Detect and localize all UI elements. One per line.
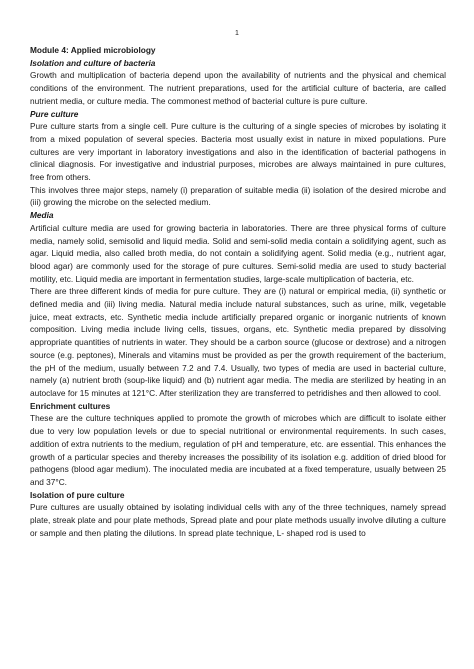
section-heading-media: Media <box>30 210 54 221</box>
section-heading-enrichment: Enrichment cultures <box>30 400 111 411</box>
paragraph: Growth and multiplication of bacteria depend upon the availability of nutrients and the physical and chemical conditions of the environment. The nutrient preparations, used for the artificial culture of bacteria, are called nutrient media, or culture media. The commonest method of bacterial culture is pure culture. <box>30 70 446 106</box>
paragraph: Pure culture starts from a single cell. Pure culture is the culturing of a single species of microbes by isolating it from a mixed population of several species. Bacteria most usually exist in nature in mixed populations. Pure cultures are very important in laboratory investigations and also in the identification of bacterial pathogens in clinical diagnosis. For investigative and industrial purposes, microbes are always maintained in pure cultures, free from others. <box>30 121 446 183</box>
paragraph: Artificial culture media are used for growing bacteria in laboratories. There are three physical forms of culture media, namely solid, semisolid and liquid media. Solid and semi-solid media contain a solidifying agent, such as agar. Liquid media, also called broth media, do not contain a solidifying agent. Solid media (e.g., nutrient agar, blood agar) are commonly used for the storage of pure cultures. Semi-solid media are used to study bacterial motility, etc. Liquid media are important in fermentation studies, large-scale multiplication of bacteria, etc. <box>30 222 446 284</box>
paragraph: There are three different kinds of media for pure culture. They are (i) natural or empirical media, (ii) synthetic or defined media and (iii) living media. Natural media include natural substances, such as urine, milk, vegetable juice, meat extracts, etc. Synthetic media include artificially prepared organic or inorganic nutrients of known composition. Living media include living cells, tissues, organs, etc. Synthetic media prepared by dissolving appropriate quantities of nutrients in water. They should be a carbon source (glucose or dextrose) and a nitrogen source (e.g. peptones), Minerals and vitamins must be provided as per the growth requirement of the bacterium, the pH of the medium, usually between 7.2 and 7.4. Usually, two types of media are used in bacterial culture, namely (a) nutrient broth (soup-like liquid) and (b) nutrient agar media. The media are sterilized by heating in an autoclave for 15 minutes at 121°C. After sterilization they are transferred to petridishes and then allowed to cool. <box>30 286 446 398</box>
section-heading-isolation-culture: Isolation and culture of bacteria <box>30 57 156 68</box>
section-heading-pure-culture: Pure culture <box>30 108 79 119</box>
paragraph: These are the culture techniques applied to promote the growth of microbes which are difficult to isolate either due to very low population levels or due to special nutritional or environmental requirements. In such cases, addition of extra nutrients to the medium, regulation of pH and temperature, etc. are essential. This enhances the growth of a particular species and thereby increases the possibility of its isolation e.g. addition of dried blood for pathogens (blood agar medium). The inoculated media are incubated at a fixed temperature, usually between 25 and 37°C. <box>30 413 446 487</box>
paragraph: Pure cultures are usually obtained by isolating individual cells with any of the three techniques, namely spread plate, streak plate and pour plate methods, Spread plate and pour plate methods usually involve diluting a culture or sample and then plating the dilutions. In spread plate technique, L- shaped rod is used to <box>30 502 446 538</box>
module-title: Module 4: Applied microbiology <box>30 45 156 55</box>
paragraph: This involves three major steps, namely (i) preparation of suitable media (ii) isolation of the desired microbe and (iii) growing the microbe on the selected medium. <box>30 184 446 208</box>
page-content <box>30 44 446 539</box>
section-heading-isolation-pure: Isolation of pure culture <box>30 489 125 500</box>
page-number: 1 <box>235 30 239 37</box>
